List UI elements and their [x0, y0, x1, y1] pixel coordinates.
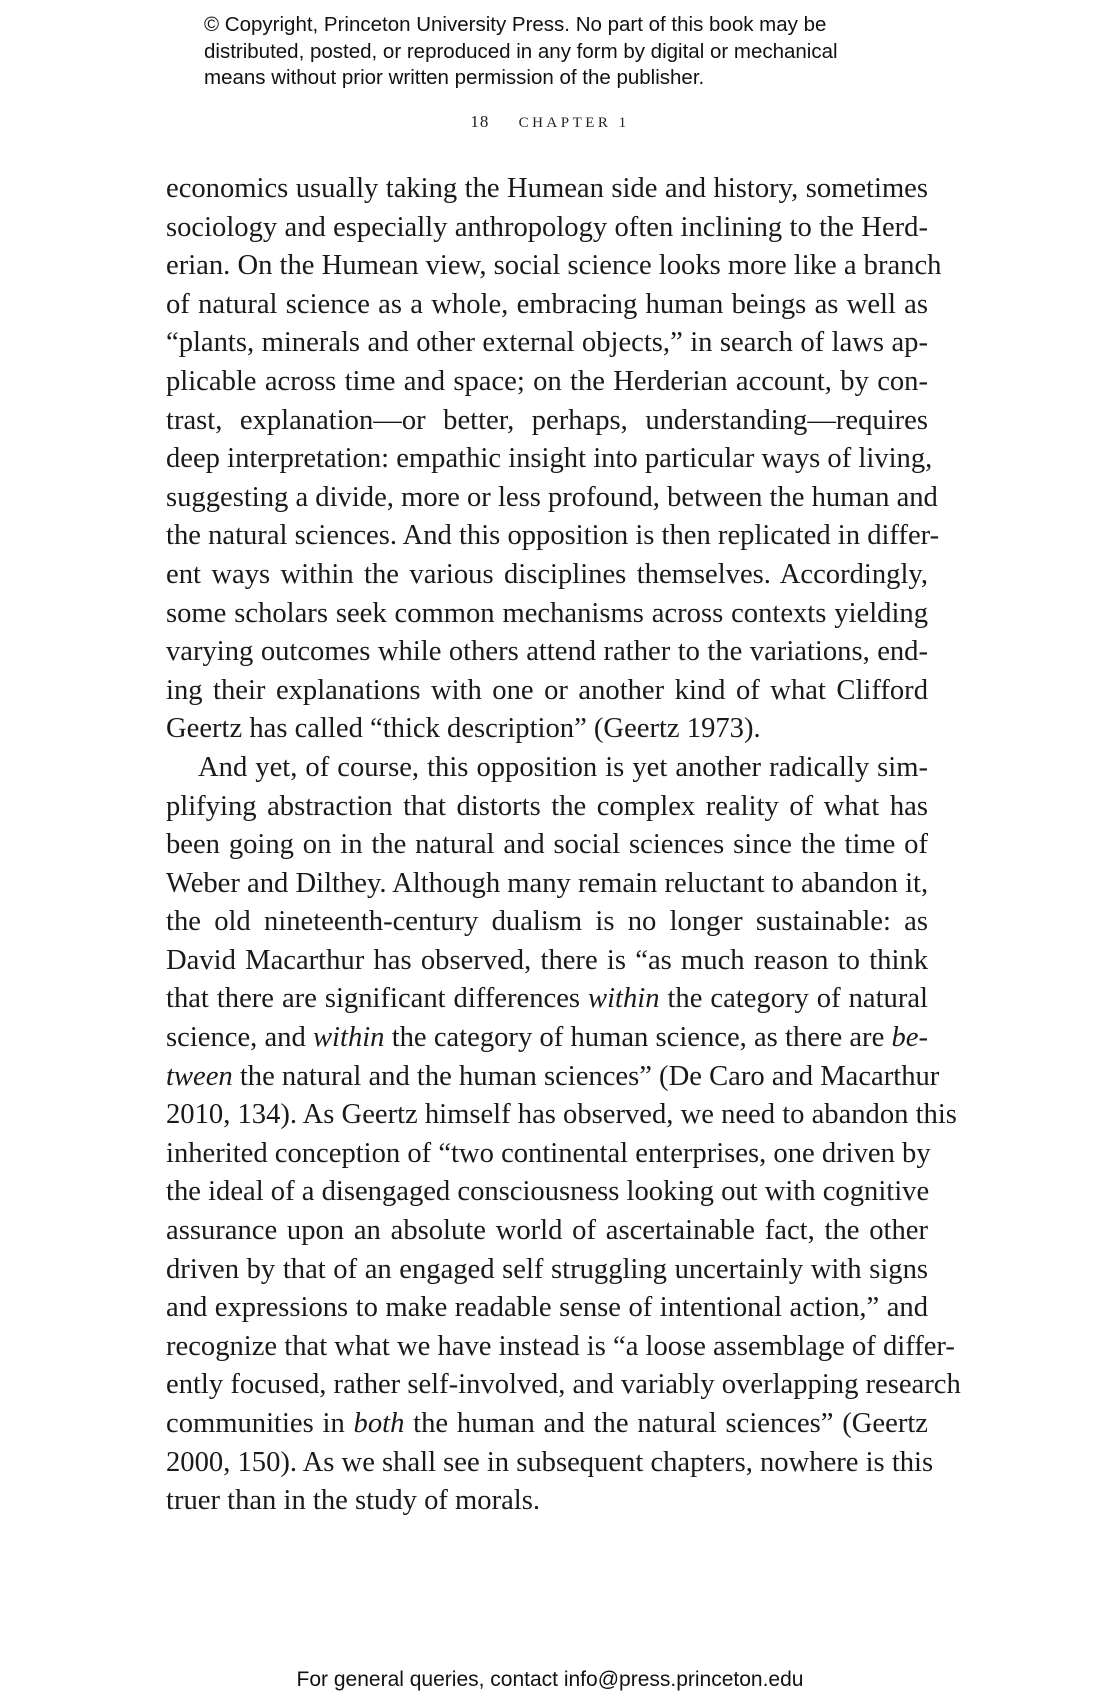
text-line: Weber and Dilthey. Although many remain reluctant to abandon it,: [166, 867, 929, 899]
text-line: of natural science as a whole, embracing human beings as well as: [166, 288, 928, 320]
text-line: the natural sciences. And this opposition is then replicated in differ-: [166, 520, 940, 552]
text-line: recognize that what we have instead is “a loose assemblage of differ-: [166, 1330, 955, 1362]
footer-contact: For general queries, contact info@press.princeton.edu: [296, 1668, 804, 1691]
text-line: Geertz has called “thick description” (Geertz 1973).: [166, 713, 761, 745]
text-line: the ideal of a disengaged consciousness looking out with cognitive: [166, 1176, 930, 1208]
text-line: the old nineteenth-century dualism is no longer sustainable: as: [166, 906, 928, 938]
text-line: communities in both the human and the natural sciences” (Geertz: [166, 1408, 928, 1439]
text-line: 2010, 134). As Geertz himself has observed, we need to abandon this: [166, 1099, 957, 1131]
copyright-notice: [204, 12, 924, 92]
running-head: [0, 112, 1100, 132]
text-line: some scholars seek common mechanisms across contexts yielding: [166, 597, 928, 629]
text-line: inherited conception of “two continental enterprises, one driven by: [166, 1137, 931, 1169]
text-line: sociology and especially anthropology often inclining to the Herd-: [166, 211, 928, 243]
text-line: ent ways within the various disciplines themselves. Accordingly,: [166, 558, 928, 590]
text-line: science, and within the category of human science, as there are be-: [166, 1022, 928, 1054]
text-line: And yet, of course, this opposition is yet another radically sim-: [198, 751, 928, 783]
text-line: assurance upon an absolute world of ascertainable fact, the other: [166, 1215, 928, 1247]
copyright-line: distributed, posted, or reproduced in any form by digital or mechanical: [204, 39, 838, 63]
page-number: 18: [470, 112, 490, 131]
text-line: varying outcomes while others attend rather to the variations, end-: [166, 636, 928, 668]
text-line: erian. On the Humean view, social science looks more like a branch: [166, 250, 942, 282]
text-line: driven by that of an engaged self struggling uncertainly with signs: [166, 1253, 928, 1285]
text-line: tween the natural and the human sciences” (De Caro and Macarthur: [166, 1060, 940, 1092]
chapter-title: CHAPTER 1: [518, 115, 630, 131]
text-line: been going on in the natural and social sciences since the time of: [166, 829, 928, 861]
text-line: truer than in the study of morals.: [166, 1485, 541, 1517]
text-line: David Macarthur has observed, there is “as much reason to think: [166, 944, 928, 976]
text-line: ing their explanations with one or another kind of what Clifford: [166, 674, 928, 706]
text-line: and expressions to make readable sense of intentional action,” and: [166, 1292, 928, 1324]
text-line: 2000, 150). As we shall see in subsequent chapters, nowhere is this: [166, 1446, 934, 1478]
text-line: “plants, minerals and other external objects,” in search of laws ap-: [166, 327, 928, 359]
text-line: suggesting a divide, more or less profound, between the human and: [166, 481, 938, 513]
copyright-line: © Copyright, Princeton University Press. No part of this book may be: [204, 13, 827, 36]
paragraph: [166, 749, 961, 1521]
text-line: ently focused, rather self-involved, and variably overlapping research: [166, 1369, 961, 1401]
body-text: [166, 170, 961, 1521]
text-line: deep interpretation: empathic insight into particular ways of living,: [166, 443, 933, 475]
text-line: that there are significant differences within the category of natural: [166, 983, 928, 1015]
copyright-line: means without prior written permission of the publisher.: [204, 66, 705, 89]
text-line: plicable across time and space; on the Herderian account, by con-: [166, 365, 928, 397]
text-line: trast, explanation—or better, perhaps, understanding—requires: [166, 404, 928, 436]
text-line: plifying abstraction that distorts the complex reality of what has: [166, 790, 928, 822]
paragraph: [166, 170, 942, 749]
text-line: economics usually taking the Humean side and history, sometimes: [166, 173, 928, 204]
